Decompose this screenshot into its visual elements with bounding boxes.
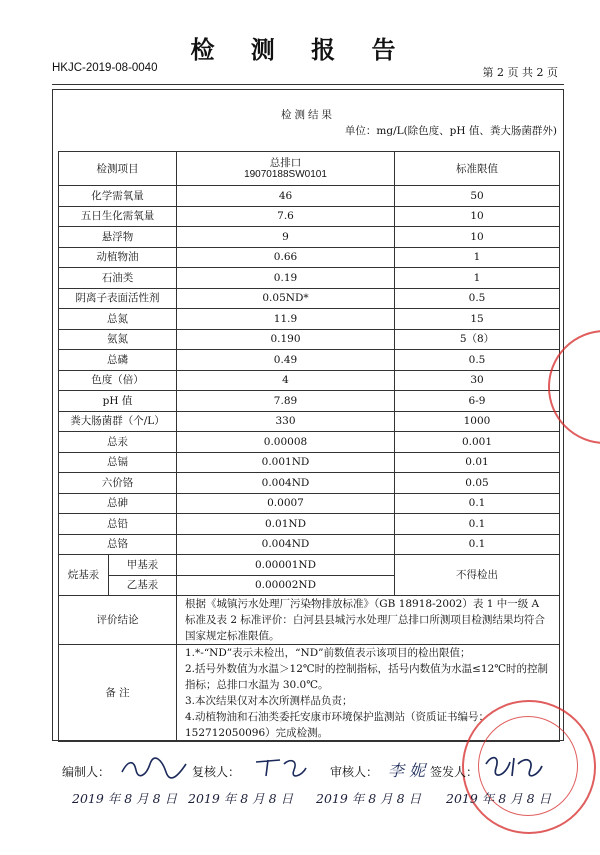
row-item: 粪大肠菌群（个/L）: [59, 411, 177, 432]
row-item: 总铬: [59, 534, 177, 555]
page-indicator: 第 2 页 共 2 页: [482, 66, 558, 79]
row-value: 11.9: [177, 309, 395, 330]
row-value: 4: [177, 370, 395, 391]
row-value: 0.004ND: [177, 534, 395, 555]
table-header-row: [59, 152, 560, 186]
row-value: 0.190: [177, 329, 395, 350]
compile-date: 2019 年 8 月 8 日: [72, 791, 178, 806]
table-row: [59, 186, 560, 207]
header-rule: [52, 84, 564, 85]
row-item: 色度（倍）: [59, 370, 177, 391]
auditor-signature: 李 妮: [388, 761, 426, 780]
row-item: 氨氮: [59, 329, 177, 350]
evaluation-label: 评价结论: [59, 596, 177, 645]
row-value: 330: [177, 411, 395, 432]
alkyl-mercury-val-1: 0.00001ND: [177, 555, 395, 576]
row-item: 六价铬: [59, 473, 177, 494]
row-limit: 10: [395, 206, 560, 227]
header-sample-id: 19070188SW0101: [244, 168, 327, 180]
table-row: [59, 206, 560, 227]
row-item: 总氮: [59, 309, 177, 330]
results-table: [58, 151, 560, 742]
note-line: 1.*-“ND”表示未检出，“ND”前数值表示该项目的检出限值；: [185, 647, 471, 659]
issuer-label: 签发人：: [430, 765, 479, 779]
row-item: 阴离子表面活性剂: [59, 288, 177, 309]
unit-note: 单位：mg/L(除色度、pH 值、粪大肠菌群外): [344, 125, 557, 137]
report-title: 检 测 报 告: [190, 35, 410, 64]
row-item: 总汞: [59, 432, 177, 453]
issuer-signature: [482, 752, 544, 780]
issue-date: 2019 年 8 月 8 日: [446, 791, 552, 806]
row-limit: 0.5: [395, 288, 560, 309]
alkyl-mercury-group: 烷基汞: [59, 555, 109, 596]
row-value: 0.004ND: [177, 473, 395, 494]
section-title: 检测结果: [281, 109, 335, 121]
table-row: [59, 268, 560, 289]
row-limit: 10: [395, 227, 560, 248]
table-row: [59, 309, 560, 330]
auditor-label: 审核人：: [330, 765, 379, 779]
table-row: [59, 452, 560, 473]
row-value: 0.66: [177, 247, 395, 268]
alkyl-mercury-val-2: 0.00002ND: [177, 575, 395, 596]
row-limit: 0.05: [395, 473, 560, 494]
table-row: [59, 411, 560, 432]
row-item: pH 值: [59, 391, 177, 412]
row-limit: 6-9: [395, 391, 560, 412]
row-limit: 15: [395, 309, 560, 330]
audit-date: 2019 年 8 月 8 日: [316, 791, 422, 806]
header-point-name: 总排口: [269, 156, 302, 169]
alkyl-mercury-sub-2: 乙基汞: [109, 575, 177, 596]
row-item: 悬浮物: [59, 227, 177, 248]
row-item: 总砷: [59, 493, 177, 514]
row-item: 五日生化需氧量: [59, 206, 177, 227]
table-row: [59, 473, 560, 494]
row-value: 0.0007: [177, 493, 395, 514]
row-limit: 0.5: [395, 350, 560, 371]
evaluation-text: 根据《城镇污水处理厂污染物排放标准》（GB 18918-2002）表 1 中一级 A 标准及表 2 标准评价：白河县县城污水处理厂总排口所测项目检测结果均符合国家规定标准限值。: [177, 596, 560, 645]
row-value: 0.19: [177, 268, 395, 289]
reviewer-label: 复核人：: [192, 765, 241, 779]
note-line: 4.动植物油和石油类委托安康市环境保护监测站（资质证书编号：152712050096）完成检测。: [185, 711, 490, 739]
table-row: [59, 329, 560, 350]
document-number: HKJC-2019-08-0040: [52, 62, 158, 74]
row-limit: 0.1: [395, 514, 560, 535]
row-value: 0.001ND: [177, 452, 395, 473]
evaluation-row: [59, 596, 560, 645]
compiler-signature: [118, 756, 190, 780]
row-value: 0.49: [177, 350, 395, 371]
row-value: 7.89: [177, 391, 395, 412]
alkyl-mercury-sub-1: 甲基汞: [109, 555, 177, 576]
row-limit: 0.1: [395, 534, 560, 555]
row-limit: 1: [395, 247, 560, 268]
row-item: 动植物油: [59, 247, 177, 268]
row-limit: 1000: [395, 411, 560, 432]
alkyl-mercury-row-1: [59, 555, 560, 576]
compiler-label: 编制人：: [62, 765, 111, 779]
header-point: [177, 152, 395, 186]
note-line: 3.本次结果仅对本次所测样品负责；: [185, 695, 353, 707]
row-limit: 1: [395, 268, 560, 289]
table-row: [59, 534, 560, 555]
row-item: 化学需氧量: [59, 186, 177, 207]
table-row: [59, 227, 560, 248]
table-row: [59, 288, 560, 309]
row-item: 总磷: [59, 350, 177, 371]
notes-label: 备 注: [59, 645, 177, 742]
row-limit: 0.01: [395, 452, 560, 473]
row-value: 9: [177, 227, 395, 248]
row-item: 石油类: [59, 268, 177, 289]
row-item: 总镉: [59, 452, 177, 473]
row-item: 总铅: [59, 514, 177, 535]
row-limit: 0.001: [395, 432, 560, 453]
table-row: [59, 514, 560, 535]
table-row: [59, 493, 560, 514]
row-value: 7.6: [177, 206, 395, 227]
table-body: [59, 186, 560, 555]
row-limit: 50: [395, 186, 560, 207]
table-row: [59, 391, 560, 412]
note-line: 2.括号外数值为水温＞12℃时的控制指标，括号内数值为水温≤12℃时的控制指标；总排口水温为 30.0℃。: [185, 663, 549, 691]
alkyl-mercury-limit: 不得检出: [395, 555, 560, 596]
table-row: [59, 432, 560, 453]
row-value: 0.01ND: [177, 514, 395, 535]
row-limit: 5（8）: [395, 329, 560, 350]
row-value: 0.00008: [177, 432, 395, 453]
reviewer-signature: [250, 754, 310, 780]
row-limit: 30: [395, 370, 560, 391]
table-row: [59, 247, 560, 268]
row-value: 46: [177, 186, 395, 207]
row-limit: 0.1: [395, 493, 560, 514]
table-row: [59, 370, 560, 391]
results-frame: [52, 89, 564, 741]
header-limit: 标准限值: [395, 152, 560, 186]
row-value: 0.05ND*: [177, 288, 395, 309]
header-item: 检测项目: [59, 152, 177, 186]
table-row: [59, 350, 560, 371]
review-date: 2019 年 8 月 8 日: [188, 791, 294, 806]
